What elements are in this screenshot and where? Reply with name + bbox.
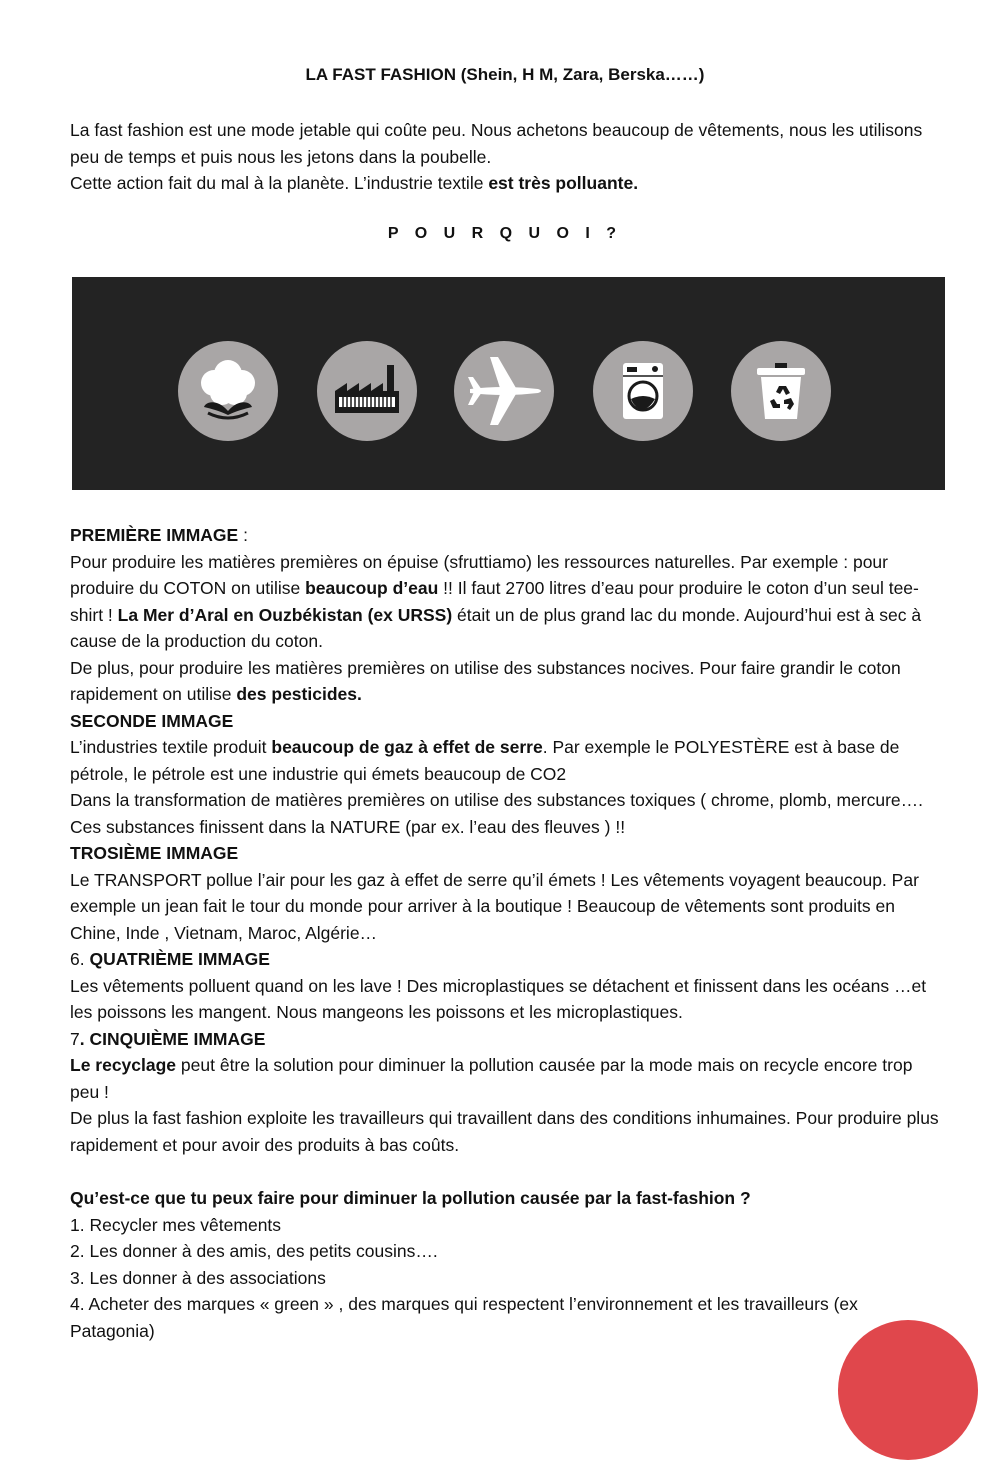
section-2-paragraph-1 [70,734,940,787]
section-2-heading [70,708,940,735]
icon-banner [72,277,945,490]
factory-icon [317,341,417,441]
section-3-paragraph-1: Le TRANSPORT pollue l’air pour les gaz à effet de serre qu’il émets ! Les vêtements voyagent beaucoup. Par exemple un jean fait le tour du monde pour arriver à la boutique ! Beaucoup de vêtements sont produits en Chine, Inde , Vietnam, Maroc, Algérie… [70,869,919,943]
s5-p1-b: peut être la solution pour diminuer la pollution causée par la mode mais on recycle encore trop peu ! [70,1055,913,1102]
intro-paragraph [70,117,940,197]
intro-line-2-text: Cette action fait du mal à la planète. L’industrie textile [70,173,489,193]
section-5-heading-text: . CINQUIÈME IMMAGE [79,1028,266,1049]
list-item: 1. Recycler mes vêtements [70,1214,282,1235]
s1-p2-b: des pesticides. [236,684,362,704]
s1-p1-b: beaucoup d’eau [305,578,439,598]
section-5-paragraph-1 [70,1052,940,1105]
decorative-red-circle [838,1320,978,1460]
section-1-heading-suffix: : [238,525,248,545]
s5-p1-a: Le recyclage [70,1055,177,1075]
intro-line-2-bold: est très polluante. [488,173,639,193]
question-heading-text: Qu’est-ce que tu peux faire pour diminuer la pollution causée par la fast-fashion ? [70,1188,751,1208]
s1-p1-a: Pour produire les matières premières on épuise (sfruttiamo) les ressources naturelles. Par exemple : pour produire du COTON on utilise [70,551,888,598]
section-5-number: 7 [70,1028,80,1049]
body-text [70,522,940,1158]
list-item: 2. Les donner à des amis, des petits cousins…. [70,1241,438,1261]
section-1-heading [70,522,940,549]
section-4-paragraph-1: Les vêtements polluent quand on les lave ! Des microplastiques se détachent et finissent dans les océans …et les poissons les mangent. Nous mangeons les poissons et les microplastiques. [70,975,927,1022]
s1-p1-e: était un de plus grand lac du monde. Aujourd’hui est à sec à cause de la production du coton. [70,604,922,651]
section-5-paragraph-2: De plus la fast fashion exploite les travailleurs qui travaillent dans des conditions inhumaines. Pour produire plus rapidement et pour avoir des produits à bas coûts. [70,1108,939,1155]
s1-p1-d: La Mer d’Aral en Ouzbékistan (ex URSS) [117,604,453,625]
list-item: 4. Acheter des marques « green » , des marques qui respectent l’environnement et les travailleurs (ex Patagonia) [70,1294,858,1341]
s1-p2-a: De plus, pour produire les matières premières on utilise des substances nocives. Pour faire grandir le coton rapidement on utilise [70,657,901,704]
page-title: LA FAST FASHION (Shein, H M, Zara, Berska……) [305,65,705,84]
s2-p1-c: . Par exemple le POLYESTÈRE est à base de pétrole, le pétrole est une industrie qui émets beaucoup de CO2 [70,737,900,784]
question-block [70,1185,940,1344]
washing-machine-icon [593,341,693,441]
section-5-heading [70,1026,940,1053]
section-4-heading-text: QUATRIÈME IMMAGE [89,949,270,969]
pourquoi-heading: P O U R Q U O I ? [387,225,623,242]
cotton-icon [178,341,278,441]
section-2-paragraph-2: Dans la transformation de matières premières on utilise des substances toxiques ( chrome, plomb, mercure…. Ces substances finissent dans la NATURE (par ex. l’eau des fleuves ) !! [70,790,924,837]
section-3-heading-text: TROSIÈME IMMAGE [70,843,239,863]
section-2-heading-text: SECONDE IMMAGE [70,710,234,731]
list-item: 3. Les donner à des associations [70,1267,326,1288]
section-1-heading-text: PREMIÈRE IMMAGE [70,525,239,545]
section-1-paragraph-1 [70,549,940,655]
recycle-bin-icon [731,341,831,441]
section-3-heading [70,840,940,867]
question-heading [70,1185,940,1212]
section-4-heading [70,946,940,973]
airplane-icon [454,341,554,441]
s2-p1-a: L’industries textile produit [70,737,272,757]
s1-p1-c: !! Il faut 2700 litres d’eau pour produire le coton d’un seul tee-shirt ! [70,578,919,625]
section-4-number: 6. [70,949,90,969]
s2-p1-b: beaucoup de gaz à effet de serre [271,737,543,757]
section-1-paragraph-2 [70,655,940,708]
intro-line-1: La fast fashion est une mode jetable qui coûte peu. Nous achetons beaucoup de vêtements, nous les utilisons peu de temps et puis nous les jetons dans la poubelle. [70,120,923,167]
intro-line-2 [70,170,940,197]
